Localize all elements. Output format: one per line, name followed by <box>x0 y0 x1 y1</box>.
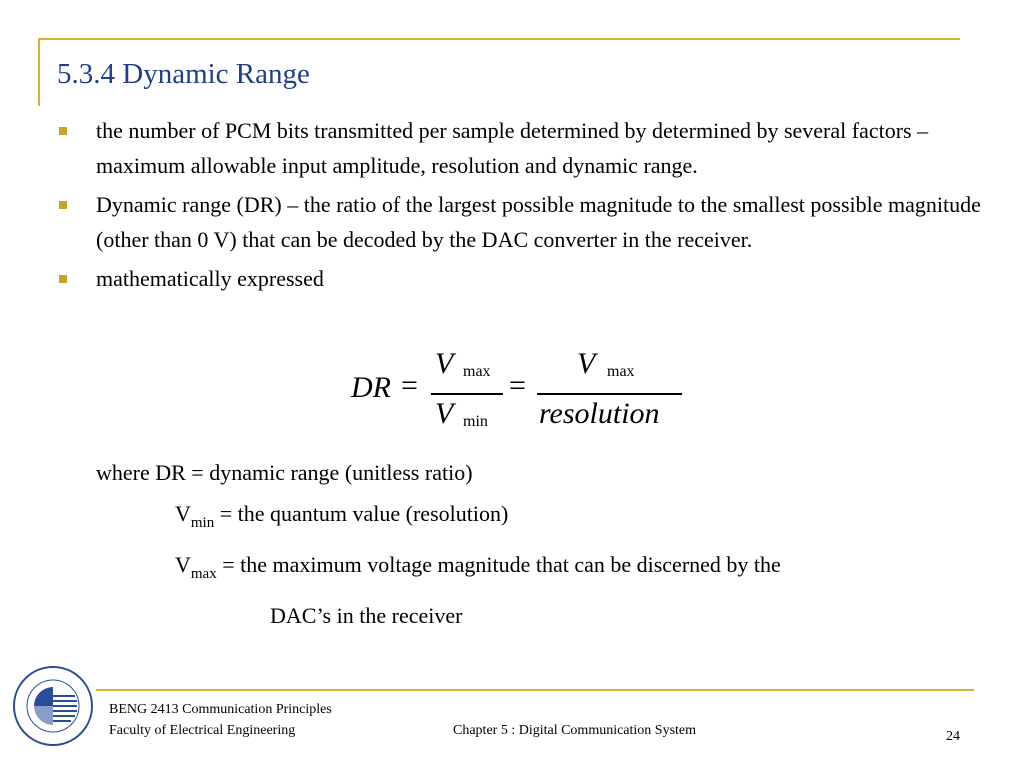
vmax-text: = the maximum voltage magnitude that can be discerned by the <box>216 552 781 577</box>
formula-resolution: resolution <box>539 397 660 430</box>
slide-title: 5.3.4 Dynamic Range <box>57 58 310 90</box>
formula-lhs: DR <box>351 371 391 404</box>
bullet-text: Dynamic range (DR) – the ratio of the largest possible magnitude to the smallest possible magnitude (other than 0 V) that can be decoded by the DAC converter in the receiver. <box>96 192 981 252</box>
definition-vmin <box>96 493 781 544</box>
vmin-text: = the quantum value (resolution) <box>214 501 509 526</box>
vmax-symbol: V <box>175 552 191 577</box>
bullet-item <box>56 113 996 183</box>
bullet-square-icon <box>59 127 67 135</box>
bullet-item <box>56 187 996 257</box>
bullet-text: the number of PCM bits transmitted per sample determined by determined by several factors – maximum allowable input amplitude, resolution and dynamic range. <box>96 118 929 178</box>
formula-denominator-sub: min <box>463 413 488 430</box>
formula-equals: = <box>401 369 418 402</box>
bullet-text: mathematically expressed <box>96 266 324 291</box>
vmin-symbol: V <box>175 501 191 526</box>
definition-dr: where DR = dynamic range (unitless ratio) <box>96 460 473 485</box>
dynamic-range-formula <box>345 345 705 440</box>
bullet-item <box>56 261 996 296</box>
frame-left-rule <box>38 38 40 106</box>
formula-numerator-var: V <box>435 347 454 380</box>
footer-course: BENG 2413 Communication Principles <box>109 702 332 717</box>
formula-numerator-sub: max <box>463 363 491 380</box>
bullet-square-icon <box>59 275 67 283</box>
footer-rule <box>96 689 974 691</box>
footer-faculty: Faculty of Electrical Engineering <box>109 723 296 738</box>
formula-numerator-sub: max <box>607 363 635 380</box>
definitions-block <box>96 452 781 636</box>
definition-vmax <box>96 544 781 595</box>
frame-top-rule <box>38 38 960 40</box>
bullet-list <box>56 113 996 300</box>
page-number: 24 <box>946 729 960 744</box>
vmin-subscript: min <box>190 515 215 531</box>
footer-chapter: Chapter 5 : Digital Communication System <box>453 723 697 738</box>
university-logo <box>12 665 94 747</box>
fraction-bar <box>537 393 682 395</box>
vmax-subscript: max <box>190 566 217 582</box>
bullet-square-icon <box>59 201 67 209</box>
definition-vmax-continuation: DAC’s in the receiver <box>270 603 463 628</box>
formula-numerator-var: V <box>577 347 596 380</box>
fraction-bar <box>431 393 503 395</box>
formula-denominator-var: V <box>435 397 454 430</box>
formula-equals: = <box>509 369 526 402</box>
